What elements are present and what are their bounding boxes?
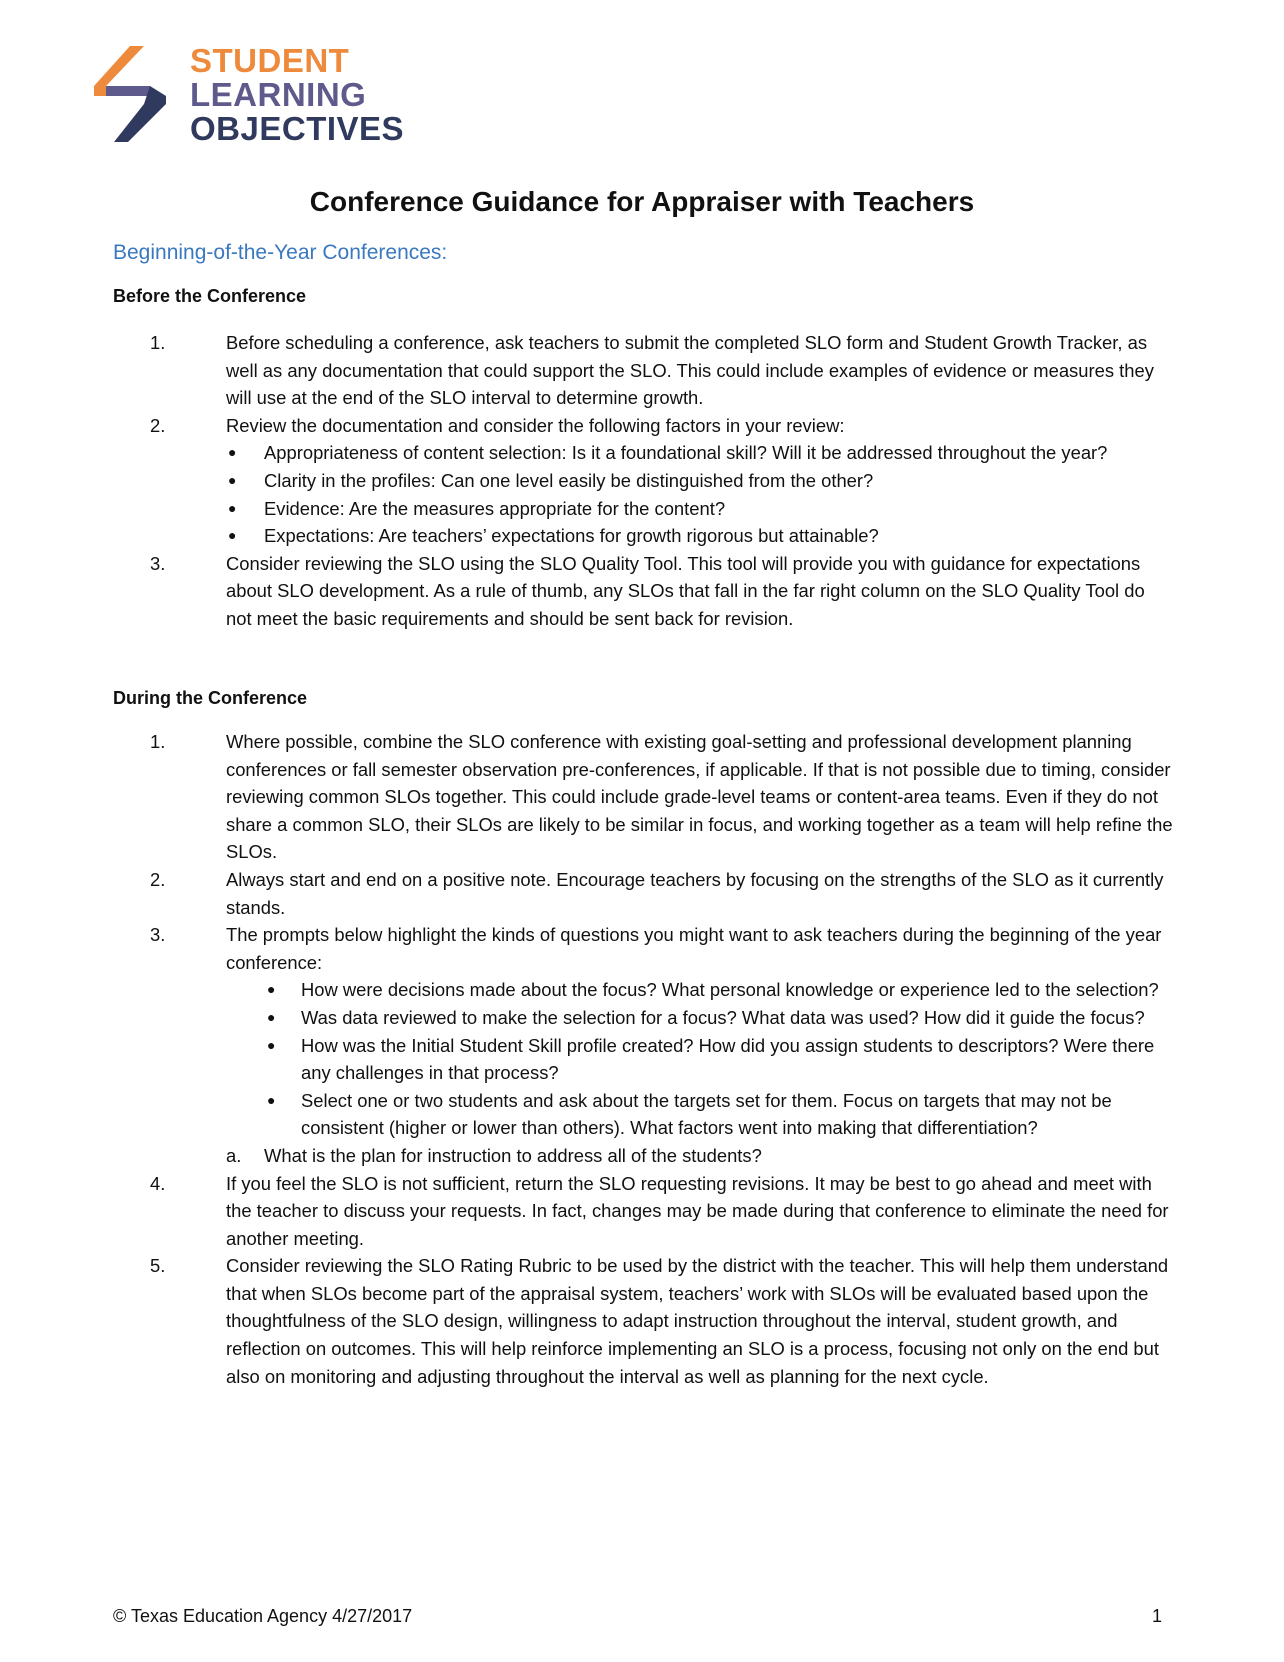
item-number: 2. — [150, 868, 166, 890]
bullet-item: ● Appropriateness of content selection: Is it a foundational skill? Will it be addressed throughout the year? — [226, 439, 1174, 467]
item-text: The prompts below highlight the kinds of questions you might want to ask teachers during the beginning of the year conference: — [226, 924, 1162, 973]
sub-letter-text: What is the plan for instruction to address all of the students? — [264, 1144, 762, 1166]
item-text: Consider reviewing the SLO Rating Rubric to be used by the district with the teacher. This will help them understand that when SLOs become part of the appraisal system, teachers’ work with SLOs will be evaluated based upon the thoughtfulness of the SLO design, willingness to adapt instruction throughout the interval, student growth, and reflection on outcomes. This will help reinforce implementing an SLO is a process, focusing not only on the end but also on monitoring and adjusting throughout the interval as well as planning for the next cycle. — [226, 1255, 1169, 1387]
list-item — [0, 728, 1284, 866]
logo-line-objectives: OBJECTIVES — [190, 110, 405, 147]
item-text: Consider reviewing the SLO using the SLO Quality Tool. This tool will provide you with guidance for expectations about SLO development. As a rule of thumb, any SLOs that fall in the far right column on the SLO Quality Tool do not meet the basic requirements and should be sent back for revision. — [226, 552, 1145, 629]
bullet-icon: ● — [228, 527, 237, 544]
bullet-list — [226, 976, 1174, 1142]
bullet-item: ● How were decisions made about the focus? What personal knowledge or experience led to the selection? — [226, 976, 1174, 1004]
bullet-icon: ● — [267, 1036, 276, 1053]
item-text: Before scheduling a conference, ask teachers to submit the completed SLO form and Student Growth Tracker, as well as any documentation that could support the SLO. This could include examples of evidence or measures they will use at the end of the SLO interval to determine growth. — [226, 332, 1154, 409]
bullet-item: ● Select one or two students and ask about the targets set for them. Focus on targets that may not be consistent (higher or lower than others). What factors went into making that differentiation? — [226, 1087, 1174, 1142]
bullet-icon: ● — [267, 1091, 276, 1108]
logo-mark-icon — [92, 44, 182, 144]
logo-line-learning: LEARNING — [190, 76, 367, 113]
bullet-item: ● Evidence: Are the measures appropriate for the content? — [226, 495, 1174, 523]
item-text: Always start and end on a positive note. Encourage teachers by focusing on the strengths of the SLO as it currently stands. — [226, 868, 1164, 918]
item-number: 1. — [150, 731, 166, 752]
list-item — [0, 866, 1284, 921]
bullet-item: ● Expectations: Are teachers’ expectations for growth rigorous but attainable? — [226, 522, 1174, 550]
item-number: 3. — [150, 552, 166, 574]
list-item — [0, 1170, 1284, 1253]
list-item — [0, 550, 1284, 633]
item-number: 2. — [150, 414, 166, 436]
item-number: 3. — [150, 924, 166, 946]
list-item — [0, 1252, 1284, 1390]
bullet-icon: ● — [267, 1008, 276, 1025]
section-heading: Beginning-of-the-Year Conferences: — [113, 241, 448, 264]
during-conference-heading: During the Conference — [113, 688, 308, 708]
bullet-item: ● Was data reviewed to make the selection for a focus? What data was used? How did it guide the focus? — [226, 1004, 1174, 1032]
list-item — [0, 329, 1284, 412]
item-number: 1. — [150, 332, 166, 353]
page-number: 1 — [1152, 1606, 1163, 1626]
item-number: 5. — [150, 1255, 166, 1277]
item-text: Where possible, combine the SLO conference with existing goal-setting and professional development planning conferences or fall semester observation pre-conferences, if applicable. If that is not possible due to timing, consider reviewing common SLOs together. This could include grade-level teams or content-area teams. Even if they do not share a common SLO, their SLOs are likely to be similar in focus, and working together as a team will help refine the SLOs. — [226, 731, 1173, 863]
before-conference-heading: Before the Conference — [113, 286, 307, 306]
list-item — [0, 412, 1284, 550]
bullet-list — [226, 439, 1174, 549]
document-title: Conference Guidance for Appraiser with Teachers — [309, 186, 975, 217]
sub-letter: a. — [226, 1144, 242, 1166]
during-conference-list — [0, 728, 1284, 1390]
footer-copyright: © Texas Education Agency 4/27/2017 — [113, 1606, 413, 1626]
before-conference-list — [0, 329, 1284, 633]
bullet-icon: ● — [267, 981, 276, 998]
item-number: 4. — [150, 1172, 166, 1194]
list-item — [0, 921, 1284, 1169]
bullet-item: ● How was the Initial Student Skill profile created? How did you assign students to descriptors? Were there any challenges in that process? — [226, 1032, 1174, 1087]
item-text: Review the documentation and consider the following factors in your review: — [226, 414, 845, 436]
bullet-icon: ● — [228, 499, 237, 516]
logo-line-student: STUDENT — [190, 42, 350, 79]
sub-letter-item — [226, 1142, 1174, 1170]
bullet-icon: ● — [228, 471, 237, 488]
bullet-item: ● Clarity in the profiles: Can one level easily be distinguished from the other? — [226, 467, 1174, 495]
item-text: If you feel the SLO is not sufficient, return the SLO requesting revisions. It may be best to go ahead and meet with the teacher to discuss your requests. In fact, changes may be made during that conference to eliminate the need for another meeting. — [226, 1172, 1169, 1249]
slo-logo — [92, 42, 412, 147]
bullet-icon: ● — [228, 444, 237, 461]
